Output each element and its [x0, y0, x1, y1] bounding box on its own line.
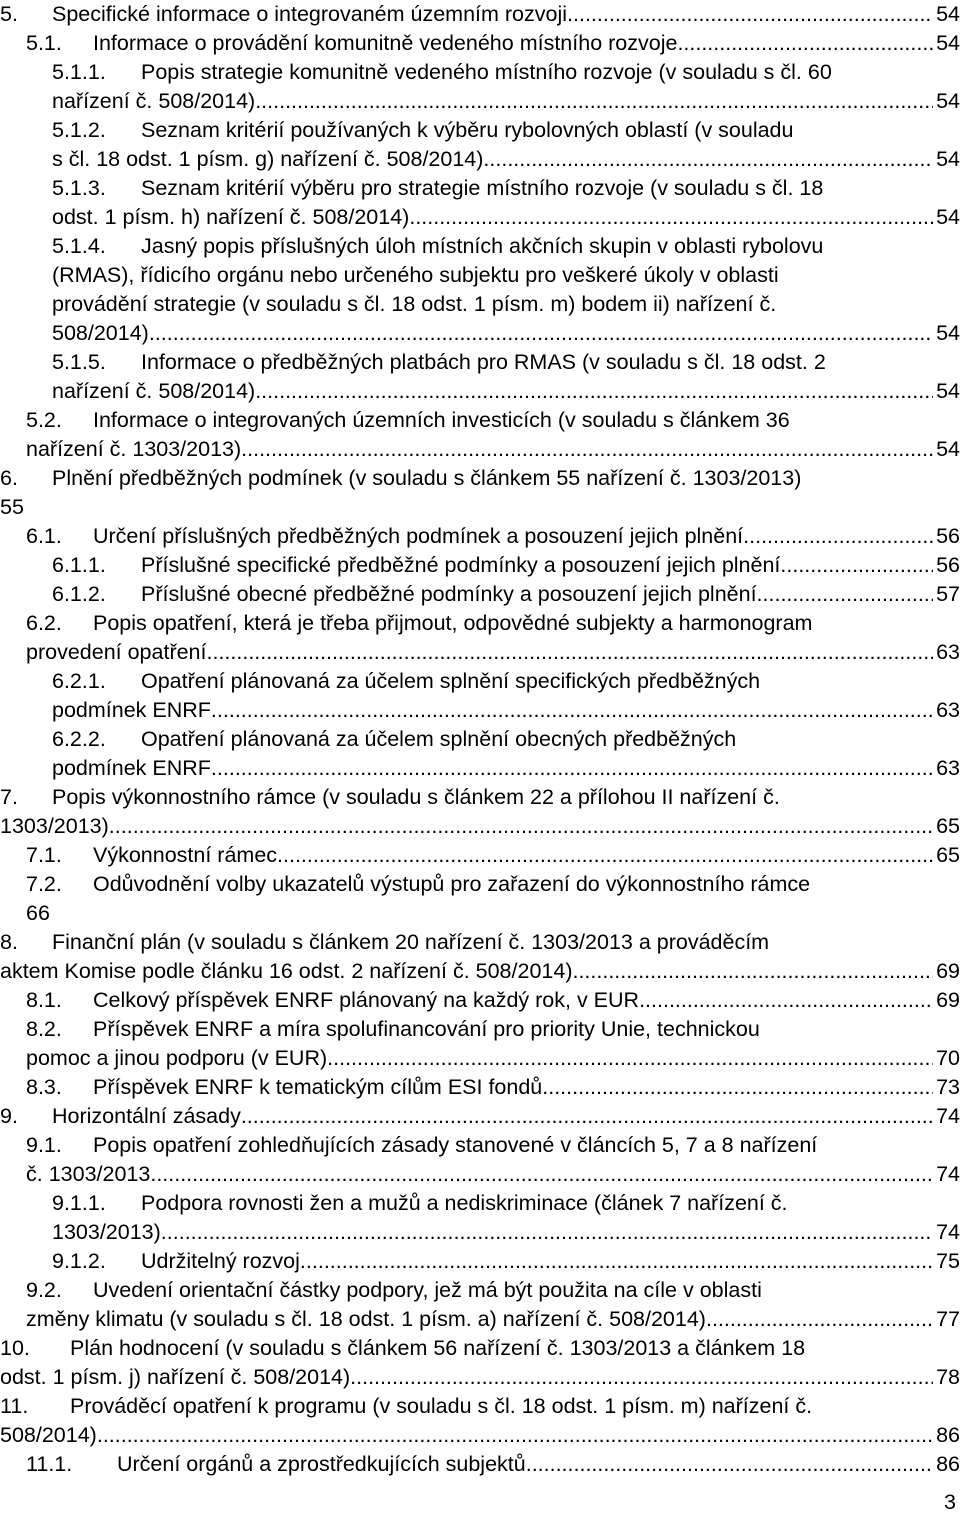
toc-entry[interactable] [0, 1102, 960, 1131]
dot-leader [211, 696, 960, 725]
toc-page-number: 57 [933, 580, 960, 609]
toc-line [0, 1305, 960, 1334]
toc-entry[interactable] [0, 406, 960, 464]
toc-entry-title: Informace o provádění komunitně vedeného místního rozvoje [93, 31, 678, 55]
toc-entry[interactable] [0, 870, 960, 928]
toc-entry-title: nařízení č. 508/2014) [52, 379, 256, 403]
toc-page-number: 74 [933, 1160, 960, 1189]
toc-entry[interactable] [0, 0, 960, 29]
toc-entry-number: 10. [0, 1336, 30, 1360]
toc-line [0, 1218, 960, 1247]
toc-line [0, 203, 960, 232]
toc-entry-number: 6.2. [26, 611, 62, 635]
toc-line [0, 232, 960, 261]
toc-entry-title: Celkový příspěvek ENRF plánovaný na každý rok, v EUR [93, 988, 640, 1012]
toc-entry-title: Popis výkonnostního rámce (v souladu s článkem 22 a přílohou II nařízení č. [52, 785, 780, 809]
dot-leader [327, 1044, 960, 1073]
toc-page-number: 54 [933, 377, 960, 406]
page-number: 3 [944, 1490, 956, 1514]
toc-page-number: 73 [933, 1073, 960, 1102]
toc-page-number: 54 [933, 203, 960, 232]
toc-line [0, 899, 960, 928]
toc-page-number: 54 [933, 435, 960, 464]
toc-line [0, 928, 960, 957]
toc-line [0, 638, 960, 667]
toc-entry-number: 5.1.4. [52, 234, 106, 258]
toc-page-number: 69 [933, 986, 960, 1015]
toc-page-number: 74 [933, 1102, 960, 1131]
toc-line [0, 754, 960, 783]
dot-leader [483, 145, 960, 174]
dot-leader [211, 754, 960, 783]
toc-entry-title: Určení příslušných předběžných podmínek a posouzení jejich plnění [93, 524, 744, 548]
toc-entry-title: Opatření plánovaná za účelem splnění obecných předběžných [141, 727, 737, 751]
toc-page-number: 65 [933, 812, 960, 841]
dot-leader [706, 1305, 960, 1334]
dot-leader [526, 1450, 960, 1479]
toc-entry[interactable] [0, 232, 960, 348]
toc-entry-number: 8.1. [26, 988, 62, 1012]
toc-page-number: 86 [933, 1450, 960, 1479]
toc-page-number: 63 [933, 696, 960, 725]
toc-entry-title: Informace o integrovaných územních investicích (v souladu s článkem 36 [93, 408, 790, 432]
dot-leader [277, 841, 960, 870]
toc-page-number: 69 [933, 957, 960, 986]
toc-entry-title: Prováděcí opatření k programu (v souladu s čl. 18 odst. 1 písm. m) nařízení č. [70, 1394, 813, 1418]
toc-entry[interactable] [0, 841, 960, 870]
toc-entry-title: (RMAS), řídicího orgánu nebo určeného subjektu pro veškeré úkoly v oblasti [52, 263, 779, 287]
toc-entry[interactable] [0, 1450, 960, 1479]
dot-leader [150, 1160, 960, 1189]
toc-line [0, 261, 960, 290]
toc-entry-number: 9. [0, 1104, 18, 1128]
toc-entry-number: 9.1. [26, 1133, 62, 1157]
toc-line [0, 58, 960, 87]
toc-line [0, 1189, 960, 1218]
dot-leader [109, 812, 960, 841]
toc-page-number: 54 [933, 87, 960, 116]
toc-entry-title: Popis opatření zohledňujících zásady stanovené v článcích 5, 7 a 8 nařízení [93, 1133, 818, 1157]
toc-entry-number: 6. [0, 466, 18, 490]
toc-entry-number: 8. [0, 930, 18, 954]
toc-line [0, 174, 960, 203]
toc-line [0, 1102, 960, 1131]
toc-entry-title: nařízení č. 1303/2013) [26, 437, 242, 461]
toc-entry-number: 6.2.1. [52, 669, 106, 693]
toc-line [0, 1276, 960, 1305]
toc-entry[interactable] [0, 783, 960, 841]
toc-entry-title: Seznam kritérií výběru pro strategie místního rozvoje (v souladu s čl. 18 [141, 176, 824, 200]
toc-entry-title: 508/2014) [52, 321, 149, 345]
toc-entry-number: 5.1.1. [52, 60, 106, 84]
toc-page-number: 70 [933, 1044, 960, 1073]
dot-leader [409, 203, 960, 232]
toc-entry[interactable] [0, 116, 960, 174]
dot-leader [542, 1073, 960, 1102]
toc-entry-title: Informace o předběžných platbách pro RMAS (v souladu s čl. 18 odst. 2 [141, 350, 826, 374]
toc-entry-title: Seznam kritérií používaných k výběru rybolovných oblastí (v souladu [141, 118, 794, 142]
toc-entry-title: odst. 1 písm. j) nařízení č. 508/2014) [0, 1365, 351, 1389]
toc-line [0, 319, 960, 348]
dot-leader [677, 29, 960, 58]
toc-page-number: 77 [933, 1305, 960, 1334]
toc-entry-title: Odůvodnění volby ukazatelů výstupů pro zařazení do výkonnostního rámce [93, 872, 811, 896]
dot-leader [743, 522, 960, 551]
toc-page-number: 54 [933, 0, 960, 29]
dot-leader [97, 1421, 960, 1450]
toc-line [0, 145, 960, 174]
toc-entry-title: provedení opatření [26, 640, 207, 664]
toc-page-number: 75 [933, 1247, 960, 1276]
toc-page-number: 54 [933, 145, 960, 174]
toc-line [0, 667, 960, 696]
toc-page-number: 54 [933, 319, 960, 348]
toc-line [0, 87, 960, 116]
toc-entry[interactable] [0, 1276, 960, 1334]
toc-line [0, 551, 960, 580]
toc-line [0, 1015, 960, 1044]
toc-entry[interactable] [0, 667, 960, 725]
toc-entry-number: 5.1.2. [52, 118, 106, 142]
toc-entry-title: Příslušné obecné předběžné podmínky a posouzení jejich plnění [141, 582, 757, 606]
toc-entry-number: 7.2. [26, 872, 62, 896]
toc-entry-number: 6.1.2. [52, 582, 106, 606]
dot-leader [161, 1218, 960, 1247]
dot-leader [255, 87, 960, 116]
toc-line [0, 290, 960, 319]
toc-entry[interactable] [0, 928, 960, 986]
toc-line [0, 783, 960, 812]
toc-line [0, 29, 960, 58]
toc-entry-number: 5.1. [26, 31, 62, 55]
toc-entry[interactable] [0, 1392, 960, 1450]
dot-leader [567, 0, 960, 29]
toc-entry-number: 6.1. [26, 524, 62, 548]
toc-line [0, 464, 960, 493]
toc-entry[interactable] [0, 1247, 960, 1276]
toc-line [0, 406, 960, 435]
toc-line [0, 377, 960, 406]
toc-entry-title: Uvedení orientační částky podpory, jež má být použita na cíle v oblasti [93, 1278, 762, 1302]
toc-entry-number: 5. [0, 2, 18, 26]
toc-entry[interactable] [0, 464, 960, 522]
toc-line [0, 522, 960, 551]
dot-leader [757, 580, 960, 609]
toc-entry[interactable] [0, 551, 960, 580]
dot-leader [241, 435, 960, 464]
toc-line [0, 1131, 960, 1160]
toc-entry-number: 11. [0, 1394, 29, 1418]
toc-entry-title: 508/2014) [0, 1423, 97, 1447]
toc-entry-number: 9.1.1. [52, 1191, 106, 1215]
toc-entry-number: 8.2. [26, 1017, 62, 1041]
toc-entry-title: Příslušné specifické předběžné podmínky a posouzení jejich plnění [141, 553, 781, 577]
toc-line [0, 812, 960, 841]
toc-line [0, 609, 960, 638]
toc-entry-number: 8.3. [26, 1075, 62, 1099]
toc-entry-title: 1303/2013) [0, 814, 109, 838]
toc-entry-title: Horizontální zásady [52, 1104, 241, 1128]
toc-entry-title: Příspěvek ENRF a míra spolufinancování pro priority Unie, technickou [93, 1017, 760, 1041]
toc-entry-number: 11.1. [26, 1452, 73, 1476]
toc-page-number: 74 [933, 1218, 960, 1247]
toc-entry-number: 5.2. [26, 408, 62, 432]
toc-line [0, 1073, 960, 1102]
toc-line [0, 1044, 960, 1073]
dot-leader [149, 319, 960, 348]
toc-entry-number: 5.1.3. [52, 176, 106, 200]
toc-entry-title: podmínek ENRF [52, 756, 211, 780]
toc-entry-title: Jasný popis příslušných úloh místních akčních skupin v oblasti rybolovu [141, 234, 824, 258]
toc-entry[interactable] [0, 1015, 960, 1073]
toc-page-number: 56 [933, 551, 960, 580]
toc-line [0, 841, 960, 870]
toc-line [0, 116, 960, 145]
toc-entry-title: změny klimatu (v souladu s čl. 18 odst. 1 písm. a) nařízení č. 508/2014) [26, 1307, 706, 1331]
dot-leader [350, 1363, 960, 1392]
toc-line [0, 1247, 960, 1276]
toc-page-number: 65 [933, 841, 960, 870]
toc-line [0, 870, 960, 899]
toc-entry-title: Podpora rovnosti žen a mužů a nediskriminace (článek 7 nařízení č. [141, 1191, 788, 1215]
toc-entry[interactable] [0, 58, 960, 116]
toc-entry-title: podmínek ENRF [52, 698, 211, 722]
toc-entry-title: pomoc a jinou podporu (v EUR) [26, 1046, 328, 1070]
toc-line [0, 1363, 960, 1392]
toc-line [0, 696, 960, 725]
toc-line [0, 348, 960, 377]
toc-entry-title: Opatření plánovaná za účelem splnění specifických předběžných [141, 669, 761, 693]
toc-page-number: 56 [933, 522, 960, 551]
toc-entry-number: 7.1. [26, 843, 62, 867]
toc-entry-title: nařízení č. 508/2014) [52, 89, 256, 113]
toc-page-number: 63 [933, 638, 960, 667]
toc-entry-title: Popis opatření, která je třeba přijmout, odpovědné subjekty a harmonogram [93, 611, 813, 635]
toc-entry-title: Plán hodnocení (v souladu s článkem 56 nařízení č. 1303/2013 a článkem 18 [70, 1336, 806, 1360]
toc-entry-title: 55 [0, 495, 24, 519]
toc-entry-title: Specifické informace o integrovaném územním rozvoji [52, 2, 568, 26]
toc-entry[interactable] [0, 1334, 960, 1392]
toc-line [0, 1334, 960, 1363]
toc-page-number: 63 [933, 754, 960, 783]
toc-entry[interactable] [0, 522, 960, 551]
toc-entry-title: č. 1303/2013 [26, 1162, 151, 1186]
toc-entry[interactable] [0, 725, 960, 783]
toc-entry-title: odst. 1 písm. h) nařízení č. 508/2014) [52, 205, 410, 229]
toc-entry[interactable] [0, 1073, 960, 1102]
toc-entry-title: Finanční plán (v souladu s článkem 20 nařízení č. 1303/2013 a prováděcím [52, 930, 770, 954]
toc-line [0, 986, 960, 1015]
toc-line [0, 957, 960, 986]
toc-entry-number: 5.1.5. [52, 350, 106, 374]
toc-line [0, 435, 960, 464]
dot-leader [572, 957, 960, 986]
toc-entry[interactable] [0, 348, 960, 406]
toc-line [0, 1421, 960, 1450]
dot-leader [639, 986, 960, 1015]
toc-entry-title: Příspěvek ENRF k tematickým cílům ESI fondů [93, 1075, 543, 1099]
toc-entry[interactable] [0, 29, 960, 58]
toc-entry-number: 9.2. [26, 1278, 62, 1302]
toc-entry[interactable] [0, 1189, 960, 1247]
toc-line [0, 725, 960, 754]
dot-leader [300, 1247, 960, 1276]
toc-page-number: 86 [933, 1421, 960, 1450]
toc-entry-title: Udržitelný rozvoj [141, 1249, 300, 1273]
toc-entry-number: 7. [0, 785, 18, 809]
toc-entry-title: 66 [26, 901, 50, 925]
toc-entry[interactable] [0, 580, 960, 609]
toc-line [0, 1450, 960, 1479]
toc-line [0, 0, 960, 29]
toc-entry-title: Popis strategie komunitně vedeného místního rozvoje (v souladu s čl. 60 [141, 60, 832, 84]
dot-leader [255, 377, 960, 406]
toc-entry-title: Určení orgánů a zprostředkujících subjektů [117, 1452, 526, 1476]
toc-entry-title: 1303/2013) [52, 1220, 161, 1244]
toc-entry[interactable] [0, 1131, 960, 1189]
toc-entry-number: 9.1.2. [52, 1249, 106, 1273]
toc-entry-title: aktem Komise podle článku 16 odst. 2 nařízení č. 508/2014) [0, 959, 573, 983]
toc-line [0, 1160, 960, 1189]
toc-entry-title: s čl. 18 odst. 1 písm. g) nařízení č. 508/2014) [52, 147, 484, 171]
dot-leader [241, 1102, 960, 1131]
toc-page-number: 54 [933, 29, 960, 58]
toc-entry-number: 6.2.2. [52, 727, 106, 751]
toc-entry-number: 6.1.1. [52, 553, 106, 577]
toc-entry[interactable] [0, 174, 960, 232]
toc-entry-title: Plnění předběžných podmínek (v souladu s článkem 55 nařízení č. 1303/2013) [52, 466, 802, 490]
toc-entry-title: Výkonnostní rámec [93, 843, 278, 867]
toc-entry[interactable] [0, 986, 960, 1015]
toc-line [0, 1392, 960, 1421]
toc-entry-title: provádění strategie (v souladu s čl. 18 odst. 1 písm. m) bodem ii) nařízení č. [52, 292, 777, 316]
toc-line [0, 493, 960, 522]
dot-leader [207, 638, 960, 667]
toc-page-number: 78 [933, 1363, 960, 1392]
toc-entry[interactable] [0, 609, 960, 667]
toc-line [0, 580, 960, 609]
